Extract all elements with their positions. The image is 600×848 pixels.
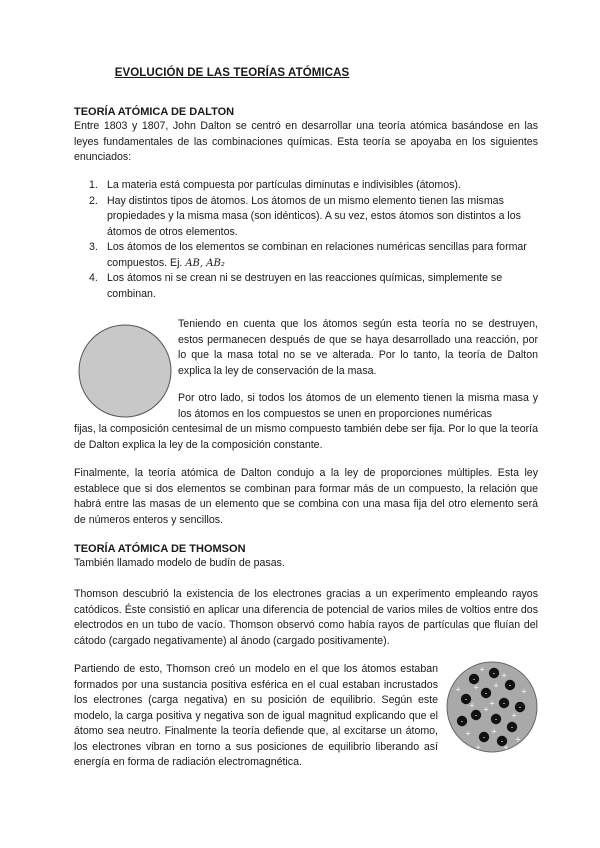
list-item: 3. Los átomos de los elementos se combinan en relaciones numéricas sencillas para formar compuestos. Ej. AB, AB₂ bbox=[89, 241, 527, 269]
electron-sign: - bbox=[472, 675, 476, 684]
dalton-multiple-proportions: Finalmente, la teoría atómica de Dalton condujo a la ley de proporciones múltiples. Esta ley establece que si dos elementos se combinan para formar más de un compuesto, la relación que habrá entre las masas de un elemento que se combina con una masa fija del otro elemento será de números enteros y sencillos. bbox=[74, 467, 538, 526]
dalton-heading: TEORÍA ATÓMICA DE DALTON bbox=[74, 106, 235, 118]
thomson-model-text: Partiendo de esto, Thomson creó un modelo en el que los átomos estaban formados por una sustancia positiva esférica en el cual estaban incrustados los electrones (carga negativa) en su posición de equilibrio. Según este modelo, la carga positiva y negativa son de igual magnitud explicando que el átomo sea neutro. Finalmente la teoría defiende que, al excitarse un átomo, los electrones vibran en torno a sus posiciones de equilibrio liberando así energía en forma de radiación electromagnética. bbox=[74, 663, 438, 768]
proton-sign: + bbox=[521, 687, 527, 696]
electron-sign: - bbox=[492, 669, 496, 678]
thomson-heading: TEORÍA ATÓMICA DE THOMSON bbox=[74, 543, 246, 555]
proton-sign: + bbox=[465, 729, 471, 738]
electron-sign: - bbox=[460, 717, 464, 726]
list-item: 1. La materia está compuesta por partículas diminutas e indivisibles (átomos). bbox=[89, 179, 461, 191]
proton-sign: + bbox=[491, 727, 497, 736]
thomson-atom-model bbox=[446, 657, 538, 757]
list-item: 2. Hay distintos tipos de átomos. Los átomos de un mismo elemento tienen las mismas propiedades y la misma masa (son idénticos). A su vez, estos átomos son distintos a los átomos de otros elementos. bbox=[89, 194, 521, 238]
list-item: 4. Los átomos ni se crean ni se destruyen en las reacciones químicas, simplemente se combinan. bbox=[89, 272, 503, 300]
formula: AB, AB₂ bbox=[185, 257, 225, 269]
dalton-composition-rest: fijas, la composición centesimal de un mismo compuesto también debe ser fija. Por lo que la teoría de Dalton explica la ley de la composición constante. bbox=[74, 423, 538, 451]
proton-sign: + bbox=[473, 683, 479, 692]
proton-sign: + bbox=[503, 743, 509, 752]
proton-sign: + bbox=[489, 699, 495, 708]
electron-sign: - bbox=[518, 703, 522, 712]
dalton-postulates-list bbox=[74, 178, 538, 302]
proton-sign: + bbox=[483, 705, 489, 714]
proton-sign: + bbox=[493, 681, 499, 690]
proton-sign: + bbox=[511, 711, 517, 720]
dalton-composition-text: Por otro lado, si todos los átomos de un elemento tienen la misma masa y los átomos en los compuestos se unen en proporciones numéricas bbox=[178, 392, 538, 420]
proton-sign: + bbox=[515, 735, 521, 744]
proton-sign: + bbox=[501, 671, 507, 680]
electron-sign: - bbox=[510, 723, 514, 732]
electron-sign: - bbox=[474, 711, 478, 720]
proton-sign: + bbox=[469, 701, 475, 710]
electron-sign: - bbox=[502, 699, 506, 708]
dalton-atom-sphere bbox=[77, 323, 173, 419]
proton-sign: + bbox=[479, 665, 485, 674]
page-title: EVOLUCIÓN DE LAS TEORÍAS ATÓMICAS bbox=[114, 67, 350, 79]
electron-sign: - bbox=[464, 695, 468, 704]
electron-sign: - bbox=[494, 715, 498, 724]
electron-sign: - bbox=[508, 681, 512, 690]
dalton-intro: Entre 1803 y 1807, John Dalton se centró en desarrollar una teoría atómica basándose en las leyes fundamentales de las combinaciones químicas. Esta teoría se apoyaba en los siguientes enunciados: bbox=[74, 120, 538, 163]
thomson-subtitle: También llamado modelo de budín de pasas. bbox=[74, 557, 285, 569]
proton-sign: + bbox=[455, 685, 461, 694]
electron-sign: - bbox=[484, 689, 488, 698]
dalton-conservation-text: Teniendo en cuenta que los átomos según esta teoría no se destruyen, estos permanecen después de que se haya desarrollado una reacción, por lo que la masa total no se ve alterada. Por lo tanto, la teoría de Dalton explica la ley de conservación de la masa. bbox=[178, 318, 538, 377]
electron-sign: - bbox=[500, 737, 504, 746]
proton-sign: + bbox=[475, 743, 481, 752]
thomson-discovery: Thomson descubrió la existencia de los electrones gracias a un experimento empleando rayos catódicos. Éste consistió en aplicar una diferencia de potencial de varios miles de voltios entre dos electrodos en un tubo de vacío. Thomson observó como había rayos de partículas que fluían del cátodo (cargado negativamente) al ánodo (cargado positivamente). bbox=[74, 588, 538, 647]
electron-sign: - bbox=[482, 733, 486, 742]
